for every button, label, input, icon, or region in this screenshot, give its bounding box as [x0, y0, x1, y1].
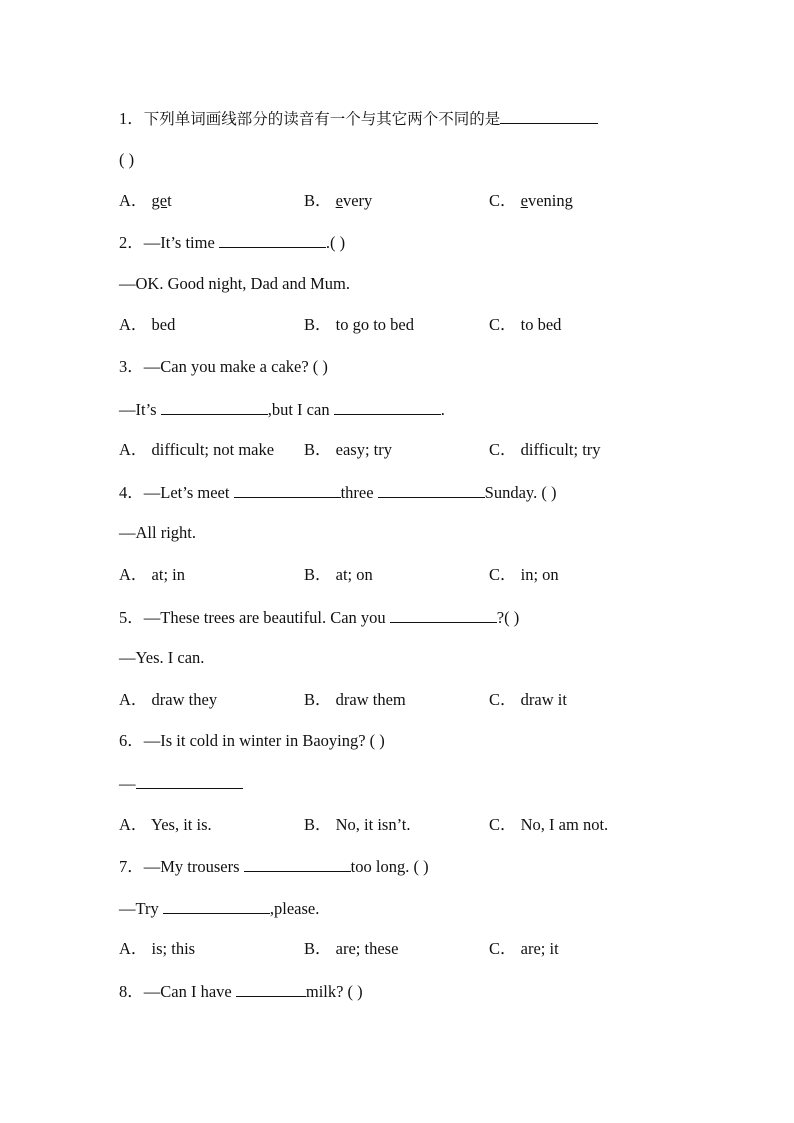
- option-c: C． in; on: [489, 565, 559, 584]
- answer-blank: [390, 607, 497, 623]
- option-c: C． draw it: [489, 690, 567, 709]
- option-a: A． bed: [119, 315, 176, 334]
- option-b: B． every: [304, 191, 373, 210]
- question-1-stem: [119, 108, 598, 129]
- question-3-reply: —It’s ,but I can .: [119, 400, 445, 419]
- answer-blank: [136, 773, 243, 789]
- question-2-stem: 2．—It’s time .( ): [119, 233, 346, 252]
- option-a: A． is; this: [119, 939, 196, 958]
- answer-blank: [219, 232, 326, 248]
- question-1-paren: ( ): [119, 150, 135, 169]
- question-6-stem: 6．—Is it cold in winter in Baoying? ( ): [119, 731, 385, 750]
- question-5-reply: —Yes. I can.: [119, 648, 205, 667]
- question-5-stem: 5．—These trees are beautiful. Can you ?( ): [119, 608, 520, 627]
- question-4-stem: 4．—Let’s meet three Sunday. ( ): [119, 483, 557, 502]
- option-b: B． draw them: [304, 690, 406, 709]
- question-7-reply: —Try ,please.: [119, 899, 320, 918]
- option-b: B． easy; try: [304, 440, 392, 459]
- underlined-part: e: [520, 191, 528, 210]
- option-b: B． to go to bed: [304, 315, 415, 334]
- answer-blank: [334, 399, 441, 415]
- question-number: 1．: [119, 109, 144, 128]
- option-b: B． are; these: [304, 939, 399, 958]
- option-b: B． No, it isn’t.: [304, 815, 411, 834]
- option-a: A． Yes, it is.: [119, 815, 212, 834]
- question-6-reply: —: [119, 773, 243, 794]
- answer-blank: [234, 482, 341, 498]
- option-c: C． are; it: [489, 939, 559, 958]
- option-a: A． at; in: [119, 565, 185, 584]
- underlined-part: ge: [151, 191, 168, 210]
- option-c: C． difficult; try: [489, 440, 601, 459]
- answer-blank: [500, 108, 598, 124]
- question-3-stem: 3．—Can you make a cake? ( ): [119, 357, 328, 376]
- question-2-reply: —OK. Good night, Dad and Mum.: [119, 274, 350, 293]
- question-4-reply: —All right.: [119, 523, 196, 542]
- underlined-part: e: [335, 191, 343, 210]
- answer-blank: [163, 898, 270, 914]
- option-a: A． draw they: [119, 690, 218, 709]
- option-c: C． No, I am not.: [489, 815, 609, 834]
- option-b: B． at; on: [304, 565, 373, 584]
- question-8-stem: 8．—Can I have milk? ( ): [119, 982, 363, 1001]
- answer-blank: [236, 981, 306, 997]
- option-c: C． evening: [489, 191, 573, 210]
- option-a: A． difficult; not make: [119, 440, 275, 459]
- answer-blank: [378, 482, 485, 498]
- answer-blank: [244, 856, 351, 872]
- option-c: C． to bed: [489, 315, 562, 334]
- answer-blank: [161, 399, 268, 415]
- option-a: A． get: [119, 191, 172, 210]
- question-text: 下列单词画线部分的读音有一个与其它两个不同的是: [143, 110, 501, 128]
- question-7-stem: 7．—My trousers too long. ( ): [119, 857, 429, 876]
